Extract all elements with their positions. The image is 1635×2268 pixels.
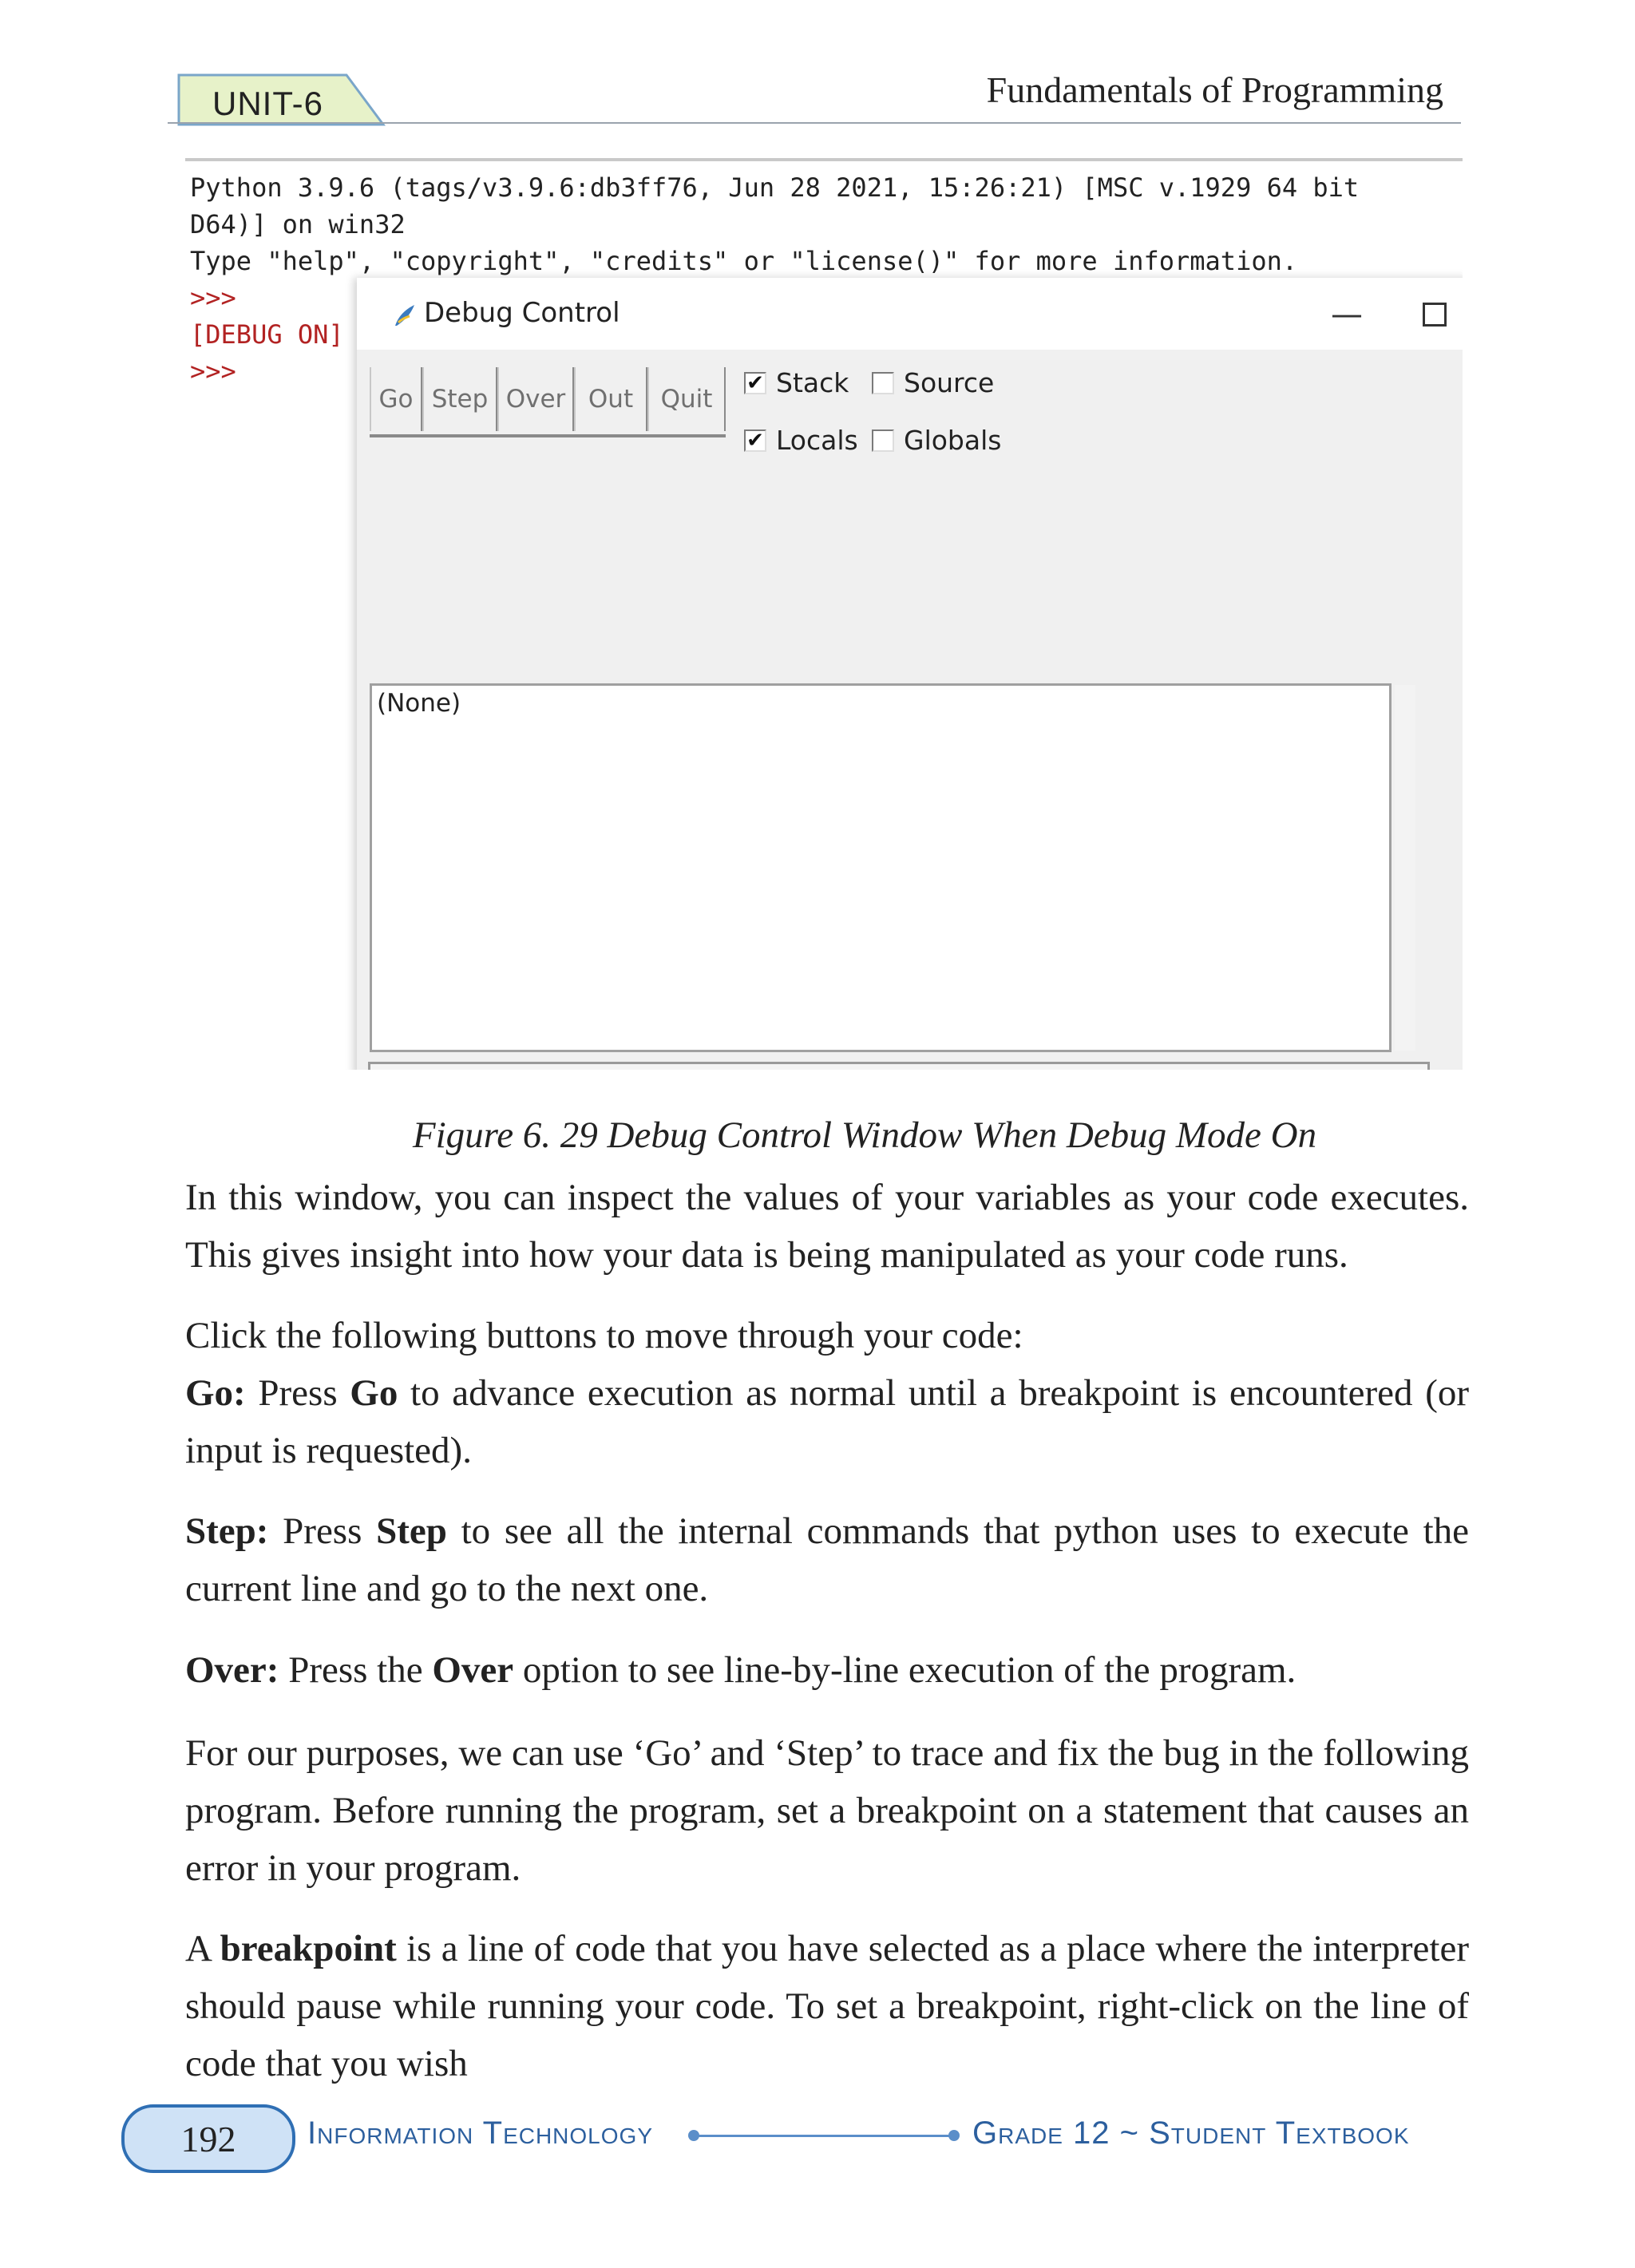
idle-screenshot xyxy=(185,158,1463,1070)
text: is a line of code that you have selected as a place where the interpreter should pause while running your code. To set a breakpoint, right-click on the line of code that you wish xyxy=(185,1928,1469,2084)
out-button[interactable]: Out xyxy=(574,367,647,431)
checkbox-checked: ✔ xyxy=(744,372,766,394)
text: Press the xyxy=(279,1649,433,1691)
term: Step xyxy=(376,1510,447,1552)
checkbox-label: Locals xyxy=(776,425,858,456)
term: Over xyxy=(432,1649,514,1691)
checkbox-label: Source xyxy=(904,367,995,398)
shell-prompt: >>> xyxy=(190,283,236,313)
checkbox-label: Globals xyxy=(904,425,1002,456)
globals-checkbox[interactable] xyxy=(872,425,1001,456)
unit-tab xyxy=(177,73,386,126)
minimize-button[interactable]: — xyxy=(1331,296,1363,333)
debug-control-window xyxy=(357,278,1463,1070)
maximize-button[interactable] xyxy=(1411,292,1459,337)
breakpoint-description xyxy=(185,1920,1469,2092)
stack-pane[interactable] xyxy=(370,683,1392,1052)
stack-text: (None) xyxy=(377,689,461,718)
text: to see all the internal commands that python uses to execute the current line and go to the next one. xyxy=(185,1510,1469,1609)
python-feather-icon xyxy=(390,302,418,329)
quit-button[interactable]: Quit xyxy=(647,367,726,431)
text: A xyxy=(185,1928,220,1969)
page-number: 192 xyxy=(121,2104,295,2173)
stack-scrollbar[interactable] xyxy=(1395,685,1415,1051)
shell-line: Type "help", "copyright", "credits" or "license()" for more information. xyxy=(190,246,1298,276)
paragraph: In this window, you can inspect the values of your variables as your code executes. This gives insight into how your data is being manipulated as your code runs. xyxy=(185,1177,1469,1276)
figure-caption: Figure 6. 29 Debug Control Window When Debug Mode On xyxy=(412,1114,1317,1156)
footer-dot xyxy=(948,2130,960,2141)
maximize-icon xyxy=(1423,303,1447,327)
term: Step: xyxy=(185,1510,269,1552)
term: Go: xyxy=(185,1372,246,1414)
stack-checkbox[interactable] xyxy=(744,367,849,398)
shell-top-border xyxy=(185,158,1463,161)
term: breakpoint xyxy=(220,1928,397,1969)
debug-toolbar xyxy=(370,367,726,437)
paragraph: Click the following buttons to move through your code: xyxy=(185,1315,1023,1356)
locals-header xyxy=(368,1062,1430,1070)
step-button[interactable]: Step xyxy=(422,367,497,431)
over-button[interactable]: Over xyxy=(497,367,574,431)
window-title: Debug Control xyxy=(424,297,620,329)
shell-line: D64)] on win32 xyxy=(190,209,406,239)
step-description xyxy=(185,1502,1469,1617)
footer-grade: Grade 12 ~ Student Textbook xyxy=(972,2116,1410,2151)
header-title: Fundamentals of Programming xyxy=(986,69,1443,110)
locals-checkbox[interactable] xyxy=(744,425,858,456)
text: Press xyxy=(245,1372,350,1414)
shell-line: Python 3.9.6 (tags/v3.9.6:db3ff76, Jun 28 2021, 15:26:21) [MSC v.1929 64 bit xyxy=(190,172,1360,203)
window-titlebar[interactable] xyxy=(357,278,1463,350)
footer-rule xyxy=(693,2135,953,2137)
header-divider xyxy=(168,122,1461,124)
checkbox-checked: ✔ xyxy=(744,429,766,452)
term: Over: xyxy=(185,1649,279,1691)
checkbox-label: Stack xyxy=(776,367,849,398)
go-button[interactable]: Go xyxy=(370,367,422,431)
checkbox-unchecked xyxy=(872,429,894,452)
source-checkbox[interactable] xyxy=(872,367,994,398)
paragraph: For our purposes, we can use ‘Go’ and ‘Step’ to trace and fix the bug in the following program. Before running the program, set a breakpoint on a statement that causes an error in your program. xyxy=(185,1732,1469,1889)
over-description xyxy=(185,1641,1469,1699)
unit-label: UNIT-6 xyxy=(212,85,324,122)
text: Press xyxy=(268,1510,377,1552)
go-description xyxy=(185,1364,1469,1479)
text: to advance execution as normal until a breakpoint is encountered (or input is requested). xyxy=(185,1372,1470,1471)
footer-subject: Information Technology xyxy=(307,2116,653,2151)
term: Go xyxy=(350,1372,398,1414)
shell-prompt: >>> xyxy=(190,356,236,386)
text: option to see line-by-line execution of the program. xyxy=(513,1649,1297,1691)
checkbox-unchecked xyxy=(872,372,894,394)
debug-on-message: [DEBUG ON] xyxy=(190,319,344,350)
